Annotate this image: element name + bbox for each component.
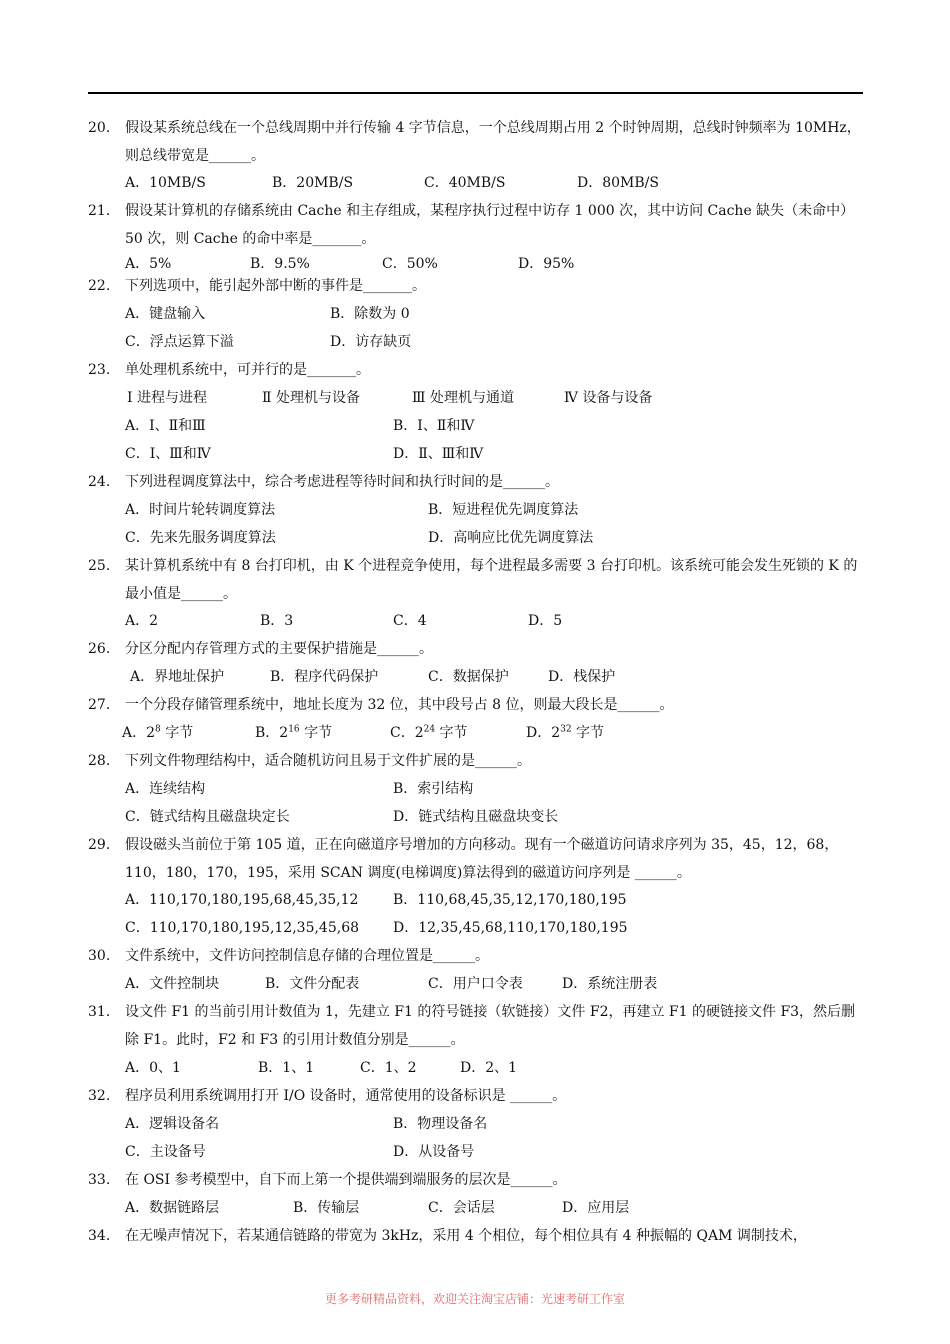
option-d: D．Ⅱ、Ⅲ和Ⅳ (393, 446, 484, 462)
question-text: 单处理机系统中，可并行的是_______。 (125, 362, 370, 378)
question-text: 在 OSI 参考模型中，自下而上第一个提供端到端服务的层次是______。 (125, 1172, 567, 1188)
option-b: B．1、1 (258, 1060, 315, 1076)
option-b: B．110,68,45,35,12,170,180,195 (393, 892, 627, 908)
question-28 (88, 747, 863, 775)
option-c: C．$2^{24}$ 字节 (390, 724, 468, 741)
question-29 (88, 831, 863, 887)
question-text: 假设某系统总线在一个总线周期中并行传输 4 字节信息，一个总线周期占用 2 个时钟周期，总线时钟频率为 10MHz，则总线带宽是______。 (125, 120, 861, 164)
question-number: 21. (88, 203, 111, 219)
question-22 (88, 272, 863, 300)
question-number: 32. (88, 1088, 111, 1104)
question-text: 设文件 F1 的当前引用计数值为 1，先建立 F1 的符号链接（软链接）文件 F2，再建立 F1 的硬链接文件 F3，然后删除 F1。此时，F2 和 F3 的引用计数值分别是______。 (125, 1004, 856, 1048)
option-a: A．连续结构 (125, 781, 206, 797)
question-text: 在无噪声情况下，若某通信链路的带宽为 3kHz，采用 4 个相位，每个相位具有 4 种振幅的 QAM 调制技术， (125, 1228, 807, 1244)
question-25 (88, 552, 863, 608)
item-ii: Ⅱ 处理机与设备 (262, 390, 360, 406)
option-c: C．会话层 (428, 1200, 495, 1216)
option-d: D．2、1 (460, 1060, 518, 1076)
option-b: B．传输层 (293, 1200, 360, 1216)
option-d: D．系统注册表 (562, 976, 658, 992)
option-a: A．时间片轮转调度算法 (125, 502, 276, 518)
option-c: C．50% (382, 256, 438, 272)
question-23 (88, 356, 863, 384)
question-32 (88, 1082, 863, 1110)
question-number: 28. (88, 753, 111, 769)
question-text: 文件系统中，文件访问控制信息存储的合理位置是______。 (125, 948, 489, 964)
question-number: 27. (88, 697, 111, 713)
question-number: 20. (88, 120, 111, 136)
question-text: 分区分配内存管理方式的主要保护措施是______。 (125, 641, 433, 657)
option-d: D．应用层 (562, 1200, 630, 1216)
option-a: A．2 (125, 613, 159, 629)
option-b: B．Ⅰ、Ⅱ和Ⅳ (393, 418, 475, 434)
option-c: C．数据保护 (428, 669, 509, 685)
question-number: 23. (88, 362, 111, 378)
question-27 (88, 691, 863, 719)
question-number: 22. (88, 278, 111, 294)
question-number: 30. (88, 948, 111, 964)
option-b: B．索引结构 (393, 781, 474, 797)
option-c: C．4 (393, 613, 427, 629)
option-d: D．访存缺页 (330, 334, 412, 350)
question-text: 下列文件物理结构中，适合随机访问且易于文件扩展的是______。 (125, 753, 531, 769)
question-26 (88, 635, 863, 663)
question-text: 程序员利用系统调用打开 I/O 设备时，通常使用的设备标识是 ______。 (125, 1088, 567, 1104)
option-d: D．$2^{32}$ 字节 (526, 724, 605, 741)
option-a: A．$2^8$ 字节 (122, 724, 194, 741)
option-d: D．80MB/S (577, 175, 659, 191)
question-number: 29. (88, 837, 111, 853)
option-a: A．5% (125, 256, 172, 272)
question-20 (88, 114, 863, 170)
option-c: C．先来先服务调度算法 (125, 530, 276, 546)
item-iii: Ⅲ 处理机与通道 (412, 390, 514, 406)
question-text: 假设某计算机的存储系统由 Cache 和主存组成，某程序执行过程中访存 1 000 次，其中访问 Cache 缺失（未命中）50 次，则 Cache 的命中率是_______。 (125, 203, 855, 247)
option-d: D．链式结构且磁盘块变长 (393, 809, 559, 825)
option-b: B．文件分配表 (265, 976, 360, 992)
option-d: D．高响应比优先调度算法 (428, 530, 594, 546)
question-text: 一个分段存储管理系统中，地址长度为 32 位，其中段号占 8 位，则最大段长是______。 (125, 697, 674, 713)
question-text: 下列进程调度算法中，综合考虑进程等待时间和执行时间的是______。 (125, 474, 559, 490)
option-c: C．110,170,180,195,12,35,45,68 (125, 920, 360, 936)
option-b: B．20MB/S (272, 175, 354, 191)
question-31 (88, 998, 863, 1054)
option-a: A．界地址保护 (130, 669, 225, 685)
option-d: D．5 (528, 613, 563, 629)
question-21 (88, 197, 863, 253)
option-c: C．40MB/S (424, 175, 506, 191)
option-b: B．3 (260, 613, 294, 629)
option-a: A．110,170,180,195,68,45,35,12 (125, 892, 359, 908)
option-b: B．除数为 0 (330, 306, 410, 322)
question-33 (88, 1166, 863, 1194)
question-number: 25. (88, 558, 111, 574)
option-b: B．物理设备名 (393, 1116, 488, 1132)
option-a: A．Ⅰ、Ⅱ和Ⅲ (125, 418, 206, 434)
option-b: B．9.5% (250, 256, 310, 272)
question-text: 某计算机系统中有 8 台打印机，由 K 个进程竞争使用，每个进程最多需要 3 台打印机。该系统可能会发生死锁的 K 的最小值是______。 (125, 558, 858, 602)
option-c: C．链式结构且磁盘块定长 (125, 809, 290, 825)
header-rule (88, 92, 863, 94)
question-text: 假设磁头当前位于第 105 道，正在向磁道序号增加的方向移动。现有一个磁道访问请求序列为 35，45，12，68，110，180，170，195，采用 SCAN 调度(电梯调度)算法得到的磁道访问序列是 ______。 (125, 837, 839, 881)
question-text: 下列选项中，能引起外部中断的事件是_______。 (125, 278, 426, 294)
option-a: A．数据链路层 (125, 1200, 220, 1216)
option-d: D．95% (518, 256, 575, 272)
option-d: D．栈保护 (548, 669, 616, 685)
item-iv: Ⅳ 设备与设备 (564, 390, 653, 406)
question-24 (88, 468, 863, 496)
option-a: A．10MB/S (125, 175, 206, 191)
question-number: 24. (88, 474, 111, 490)
option-b: B．$2^{16}$ 字节 (255, 724, 333, 741)
option-c: C．浮点运算下溢 (125, 334, 234, 350)
option-c: C．用户口令表 (428, 976, 523, 992)
option-b: B．短进程优先调度算法 (428, 502, 579, 518)
option-d: D．12,35,45,68,110,170,180,195 (393, 920, 628, 936)
question-number: 31. (88, 1004, 111, 1020)
question-number: 26. (88, 641, 111, 657)
option-c: C．主设备号 (125, 1144, 206, 1160)
question-34 (88, 1222, 863, 1250)
question-number: 33. (88, 1172, 111, 1188)
footer-watermark: 更多考研精品资料，欢迎关注淘宝店铺：光速考研工作室 (324, 1292, 625, 1306)
option-d: D．从设备号 (393, 1144, 475, 1160)
option-c: C．Ⅰ、Ⅲ和Ⅳ (125, 446, 211, 462)
question-30 (88, 942, 863, 970)
option-b: B．程序代码保护 (270, 669, 379, 685)
option-a: A．0、1 (125, 1060, 181, 1076)
option-a: A．逻辑设备名 (125, 1116, 220, 1132)
option-c: C．1、2 (360, 1060, 417, 1076)
option-a: A．键盘输入 (125, 306, 206, 322)
item-i: Ⅰ 进程与进程 (127, 390, 207, 406)
option-a: A．文件控制块 (125, 976, 220, 992)
question-number: 34. (88, 1228, 111, 1244)
